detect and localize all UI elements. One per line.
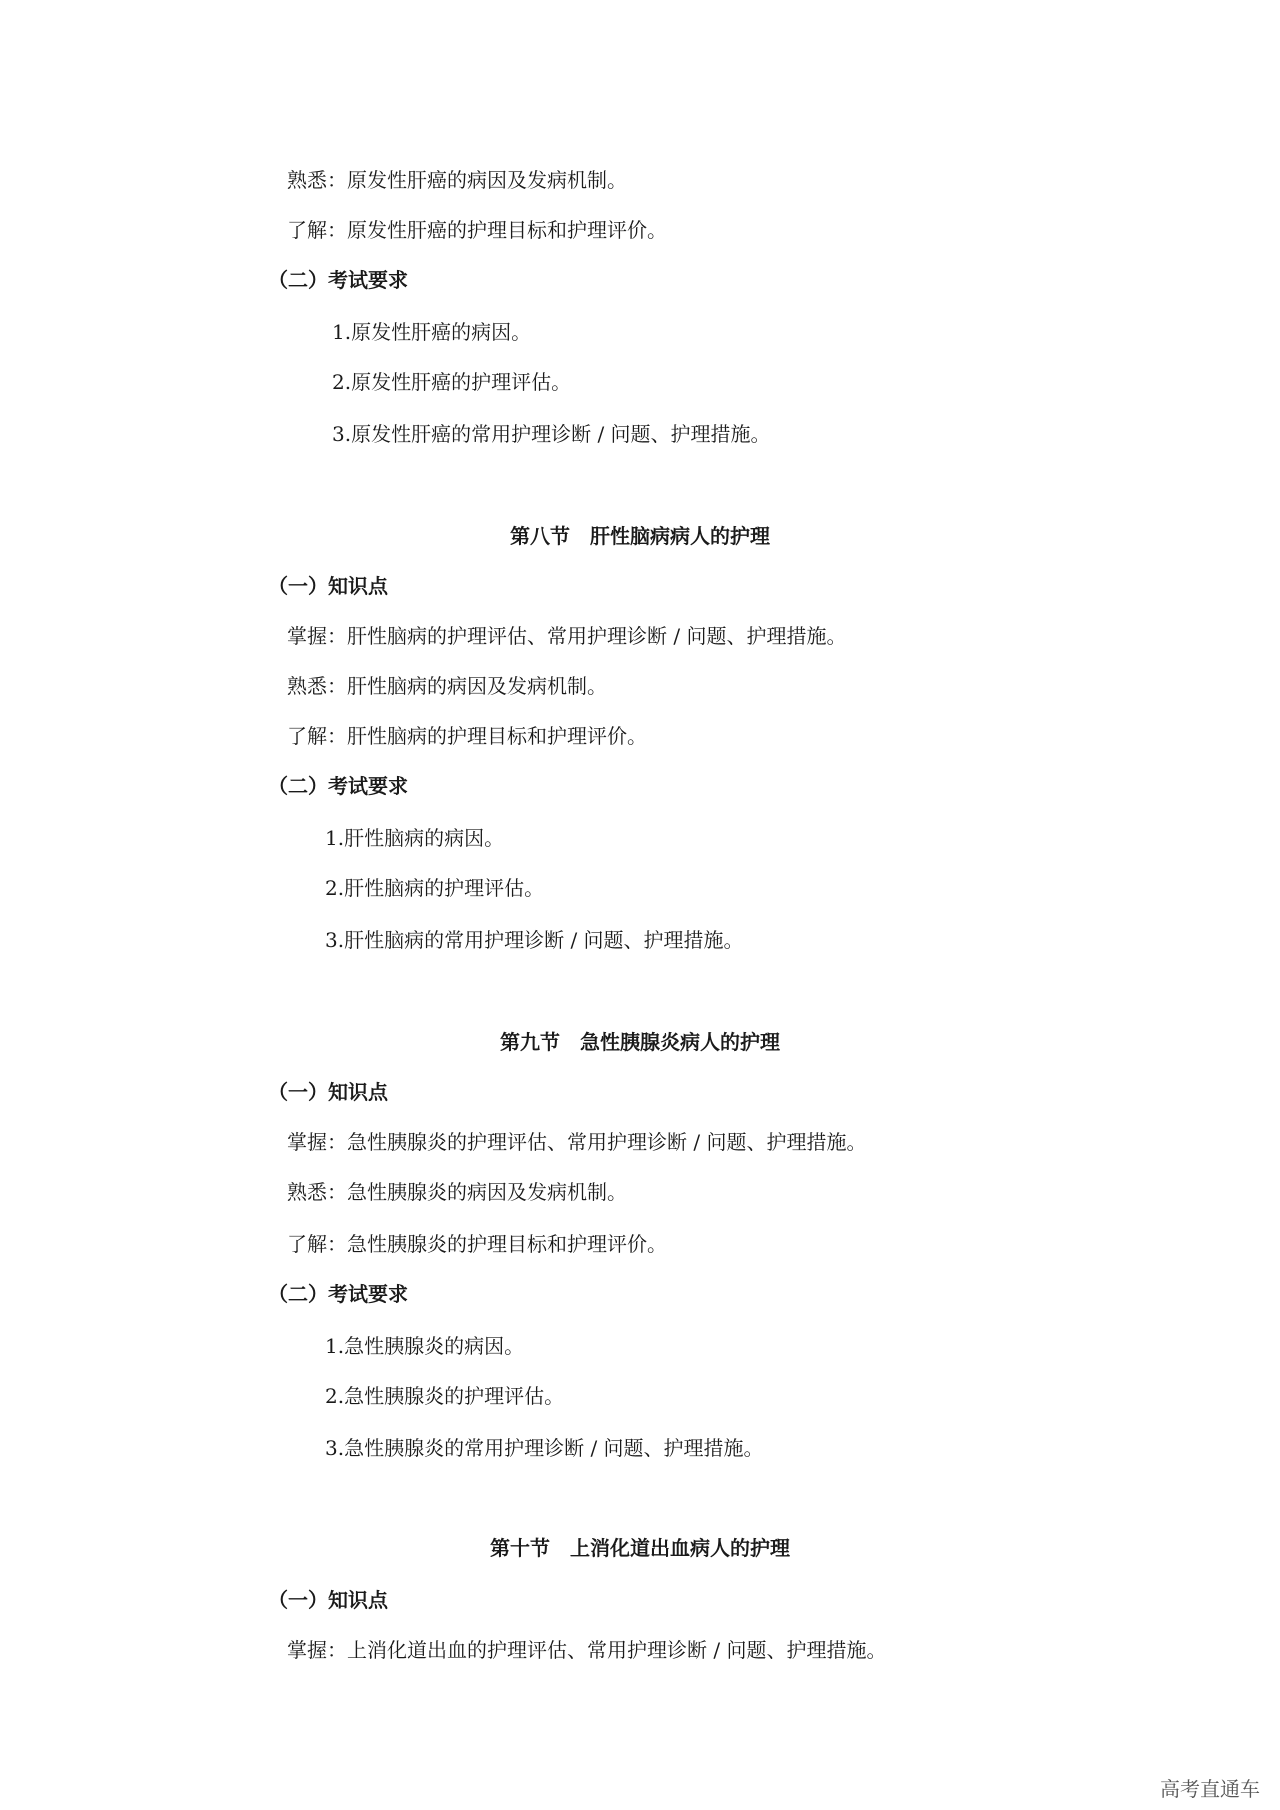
exam-requirements-title: （二）考试要求: [268, 268, 408, 292]
exam-item: 3.原发性肝癌的常用护理诊断 / 问题、护理措施。: [332, 422, 771, 446]
master-line: 掌握：肝性脑病的护理评估、常用护理诊断 / 问题、护理措施。: [287, 624, 847, 648]
exam-item: 1.原发性肝癌的病因。: [332, 320, 532, 344]
knowledge-points-title: （一）知识点: [268, 1588, 388, 1612]
understand-line: 了解：肝性脑病的护理目标和护理评价。: [287, 724, 647, 748]
knowledge-points-title: （一）知识点: [268, 1080, 388, 1104]
exam-item: 3.急性胰腺炎的常用护理诊断 / 问题、护理措施。: [325, 1436, 764, 1460]
knowledge-points-title: （一）知识点: [268, 574, 388, 598]
master-line: 掌握：上消化道出血的护理评估、常用护理诊断 / 问题、护理措施。: [287, 1638, 887, 1662]
watermark-text: 高考直通车: [1160, 1777, 1260, 1801]
understand-line: 了解：急性胰腺炎的护理目标和护理评价。: [287, 1232, 667, 1256]
exam-requirements-title: （二）考试要求: [268, 1282, 408, 1306]
exam-item: 2.急性胰腺炎的护理评估。: [325, 1384, 565, 1408]
master-line: 掌握：急性胰腺炎的护理评估、常用护理诊断 / 问题、护理措施。: [287, 1130, 867, 1154]
exam-item: 2.肝性脑病的护理评估。: [325, 876, 545, 900]
exam-requirements-title: （二）考试要求: [268, 774, 408, 798]
exam-item: 2.原发性肝癌的护理评估。: [332, 370, 572, 394]
understand-line: 了解：原发性肝癌的护理目标和护理评价。: [287, 218, 667, 242]
exam-item: 3.肝性脑病的常用护理诊断 / 问题、护理措施。: [325, 928, 744, 952]
section-heading: 第十节 上消化道出血病人的护理: [490, 1536, 790, 1560]
familiar-line: 熟悉：原发性肝癌的病因及发病机制。: [287, 168, 627, 192]
exam-item: 1.急性胰腺炎的病因。: [325, 1334, 525, 1358]
exam-item: 1.肝性脑病的病因。: [325, 826, 505, 850]
familiar-line: 熟悉：肝性脑病的病因及发病机制。: [287, 674, 607, 698]
section-heading: 第八节 肝性脑病病人的护理: [510, 524, 770, 548]
familiar-line: 熟悉：急性胰腺炎的病因及发病机制。: [287, 1180, 627, 1204]
section-heading: 第九节 急性胰腺炎病人的护理: [500, 1030, 780, 1054]
